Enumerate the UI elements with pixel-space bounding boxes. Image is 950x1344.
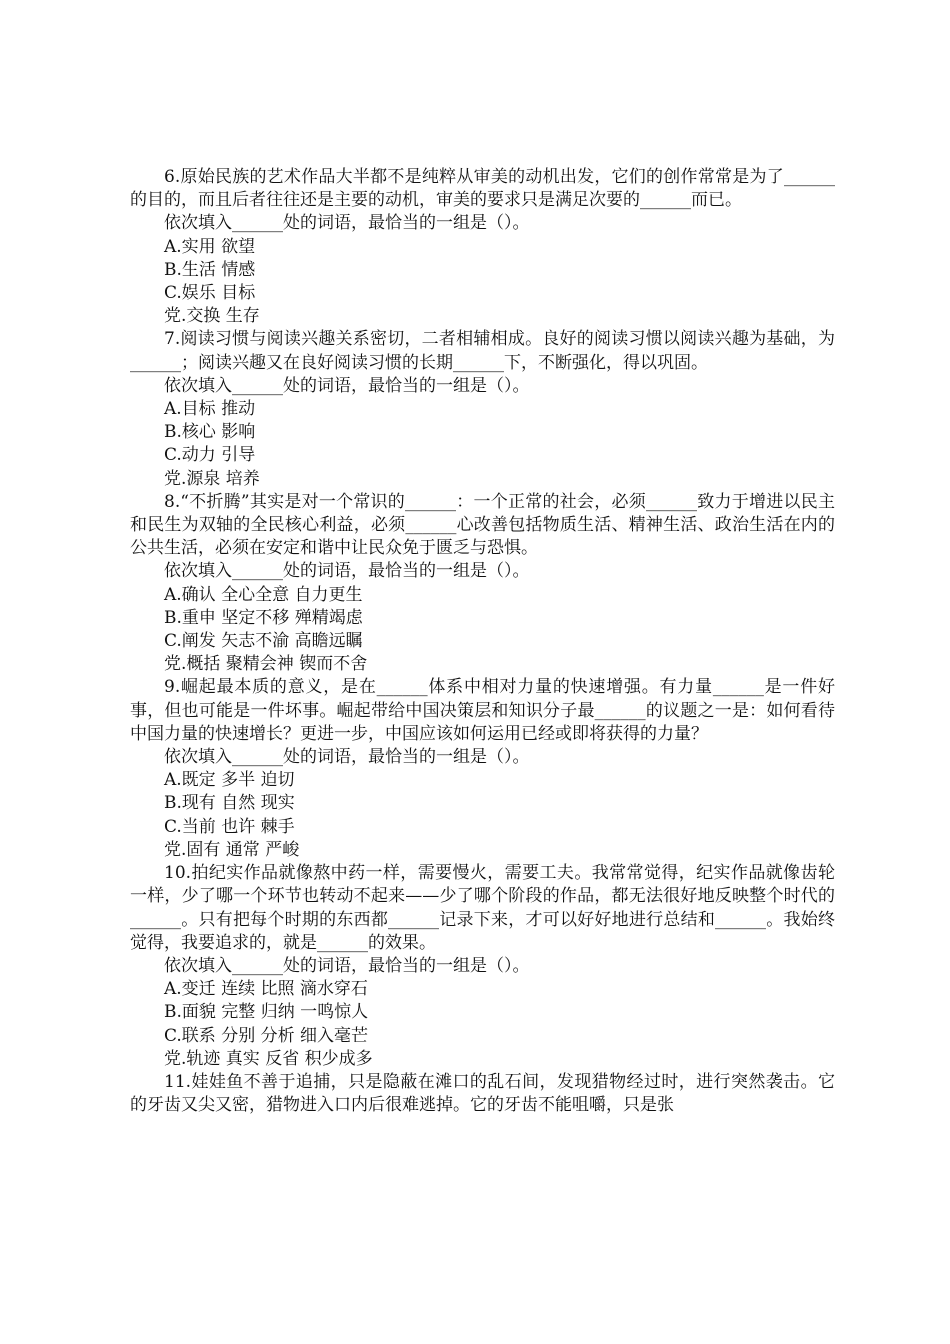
question-9 xyxy=(130,676,835,862)
question-prompt: 依次填入______处的词语，最恰当的一组是（）。 xyxy=(164,213,530,234)
question-text: 10.拍纪实作品就像熬中药一样，需要慢火，需要工夫。我常常觉得，纪实作品就像齿轮一样，少了哪一个环节也转动不起来——少了哪个阶段的作品，都无法很好地反映整个时代的______。只有把每个时期的东西都______记录下来，才可以好好地进行总结和______。我始终觉得，我要追求的，就是______的效果。 xyxy=(130,863,835,953)
question-prompt: 依次填入______处的词语，最恰当的一组是（）。 xyxy=(164,375,530,396)
question-10 xyxy=(130,862,835,1071)
option-c: C.娱乐 目标 xyxy=(164,283,256,304)
option-c: C.联系 分别 分析 细入毫芒 xyxy=(164,1025,369,1046)
question-text: 11.娃娃鱼不善于追捕，只是隐蔽在滩口的乱石间，发现猎物经过时，进行突然袭击。它的牙齿又尖又密，猎物进入口内后很难逃掉。它的牙齿不能咀嚼，只是张 xyxy=(130,1071,835,1116)
option-b: B.生活 情感 xyxy=(164,259,256,280)
option-a: A.目标 推动 xyxy=(164,399,256,420)
option-d: 党.固有 通常 严峻 xyxy=(164,839,300,860)
option-b: B.重申 坚定不移 殚精竭虑 xyxy=(164,607,363,628)
question-prompt: 依次填入______处的词语，最恰当的一组是（）。 xyxy=(164,955,530,976)
option-a: A.既定 多半 迫切 xyxy=(164,770,295,791)
option-b: B.核心 影响 xyxy=(164,422,256,443)
question-prompt: 依次填入______处的词语，最恰当的一组是（）。 xyxy=(164,561,530,582)
option-d: 党.概括 聚精会神 锲而不舍 xyxy=(164,654,368,675)
option-b: B.面貌 完整 归纳 一鸣惊人 xyxy=(164,1002,369,1023)
question-11 xyxy=(130,1071,835,1117)
option-c: C.当前 也许 棘手 xyxy=(164,816,295,837)
question-text: 7.阅读习惯与阅读兴趣关系密切，二者相辅相成。良好的阅读习惯以阅读兴趣为基础，为______；阅读兴趣又在良好阅读习惯的长期______下，不断强化，得以巩固。 xyxy=(130,329,835,373)
option-d: 党.交换 生存 xyxy=(164,306,260,327)
option-a: A.实用 欲望 xyxy=(164,236,256,257)
question-8 xyxy=(130,491,835,677)
option-a: A.确认 全心全意 自力更生 xyxy=(164,584,363,605)
option-a: A.变迁 连续 比照 滴水穿石 xyxy=(164,979,368,1000)
document-body xyxy=(130,166,835,1117)
question-7 xyxy=(130,328,835,490)
question-text: 6.原始民族的艺术作品大半都不是纯粹从审美的动机出发，它们的创作常常是为了______的目的，而且后者往往还是主要的动机，审美的要求只是满足次要的______而已。 xyxy=(130,167,835,211)
option-c: C.动力 引导 xyxy=(164,445,256,466)
question-prompt: 依次填入______处的词语，最恰当的一组是（）。 xyxy=(164,747,530,768)
option-c: C.阐发 矢志不渝 高瞻远瞩 xyxy=(164,631,363,652)
question-text: 8.“不折腾”其实是对一个常识的______：一个正常的社会，必须______致力于增进以民主和民生为双轴的全民核心利益，必须______心改善包括物质生活、精神生活、政治生活在内的公共生活，必须在安定和谐中让民众免于匮乏与恐惧。 xyxy=(130,491,835,559)
question-6 xyxy=(130,166,835,328)
question-text: 9.崛起最本质的意义，是在______体系中相对力量的快速增强。有力量______是一件好事，但也可能是一件坏事。崛起带给中国决策层和知识分子最______的议题之一是：如何看待中国力量的快速增长？更进一步，中国应该如何运用已经或即将获得的力量？ xyxy=(130,677,835,744)
option-b: B.现有 自然 现实 xyxy=(164,793,295,814)
option-d: 党.源泉 培养 xyxy=(164,468,260,489)
option-d: 党.轨迹 真实 反省 积少成多 xyxy=(164,1048,373,1069)
